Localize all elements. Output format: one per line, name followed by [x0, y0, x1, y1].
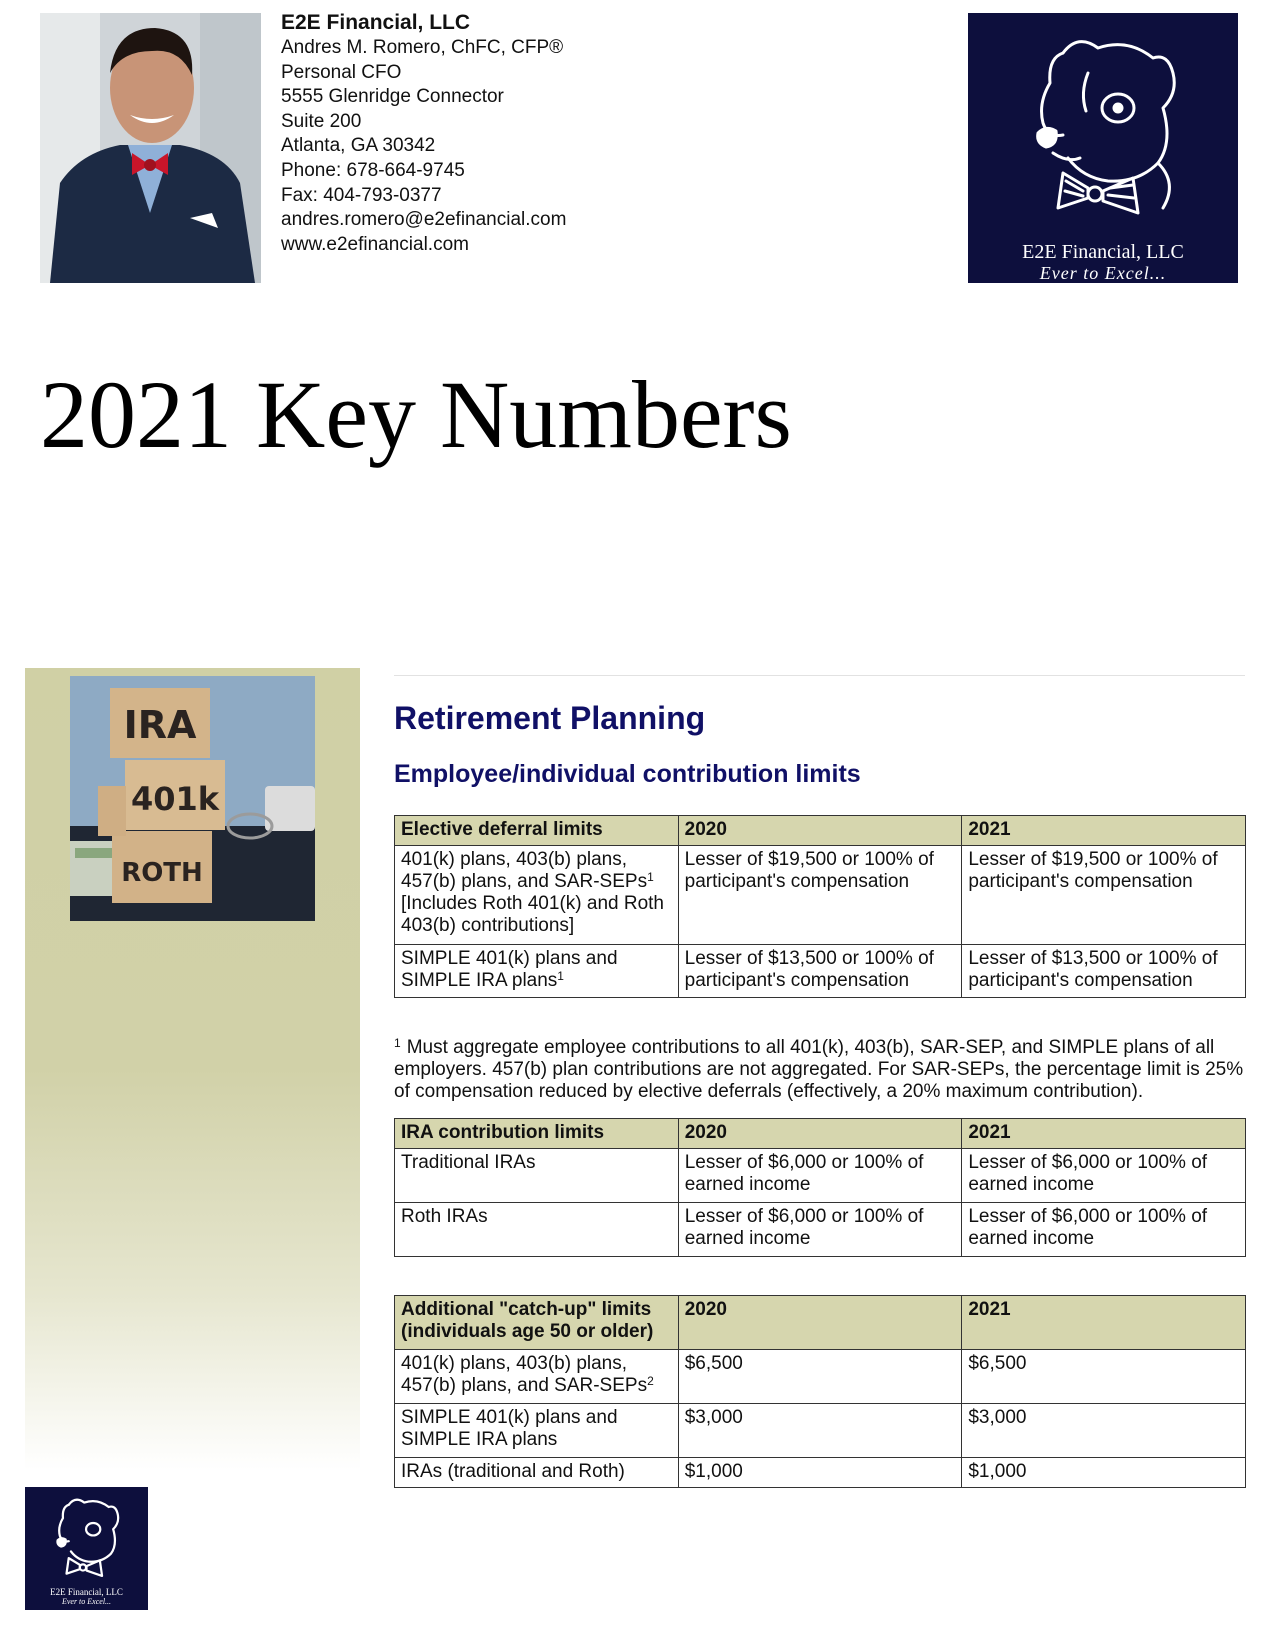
footnote-marker: 1 [647, 870, 654, 884]
logo-small-name: E2E Financial, LLC [50, 1587, 123, 1597]
dog-mascot-icon [25, 1487, 148, 1587]
footnote-number: 1 [394, 1036, 401, 1050]
logo-name: E2E Financial, LLC [1022, 241, 1184, 263]
roth-block-label: ROTH [121, 858, 203, 888]
footnote-1 [394, 1032, 1246, 1103]
401k-block-label: 401k [130, 780, 220, 818]
ira-block-label: IRA [123, 703, 197, 747]
section-divider [394, 675, 1245, 676]
advisor-photo [40, 13, 261, 283]
table-header-cell: Elective deferral limits [395, 816, 679, 846]
firm-name: E2E Financial, LLC [281, 11, 471, 34]
value-2020: Lesser of $19,500 or 100% of participant's compensation [678, 846, 962, 945]
table-row [395, 1350, 1246, 1404]
table-header-cell: 2021 [962, 1119, 1246, 1149]
table-header-row [395, 816, 1246, 846]
row-label-extra: [Includes Roth 401(k) and Roth 403(b) contributions] [401, 893, 664, 936]
phone: Phone: 678-664-9745 [281, 159, 465, 181]
value-2020: $3,000 [678, 1404, 962, 1458]
value-2020: Lesser of $6,000 or 100% of earned income [678, 1149, 962, 1203]
value-2021: $6,500 [962, 1350, 1246, 1404]
row-label: SIMPLE 401(k) plans and SIMPLE IRA plans [395, 1404, 679, 1458]
ira-limits-table [394, 1118, 1246, 1257]
row-label [395, 846, 679, 945]
table-header-cell: 2020 [678, 1296, 962, 1350]
table-row [395, 1149, 1246, 1203]
company-logo-small [25, 1487, 148, 1610]
table-header-cell: IRA contribution limits [395, 1119, 679, 1149]
table-header-row [395, 1296, 1246, 1350]
contact-block [281, 10, 801, 257]
retirement-blocks-image [70, 676, 315, 921]
email-link[interactable]: andres.romero@e2efinancial.com [281, 209, 567, 231]
section-subtitle: Employee/individual contribution limits [394, 760, 861, 788]
value-2021: Lesser of $6,000 or 100% of earned income [962, 1203, 1246, 1257]
table-row [395, 1458, 1246, 1488]
table-header-cell: 2021 [962, 1296, 1246, 1350]
value-2021: Lesser of $19,500 or 100% of participant's compensation [962, 846, 1246, 945]
table-header-row [395, 1119, 1246, 1149]
website-link[interactable]: www.e2efinancial.com [281, 233, 469, 255]
value-2020: $1,000 [678, 1458, 962, 1488]
logo-small-tagline: Ever to Excel... [61, 1597, 112, 1606]
footnote-marker: 2 [647, 1374, 654, 1388]
table-row [395, 1203, 1246, 1257]
value-2021: Lesser of $13,500 or 100% of participant's compensation [962, 945, 1246, 998]
elective-deferral-table [394, 815, 1246, 998]
table-header-cell: 2020 [678, 816, 962, 846]
table-header-cell: Additional "catch-up" limits (individuals age 50 or older) [395, 1296, 679, 1350]
table-header-cell: 2020 [678, 1119, 962, 1149]
table-header-cell: 2021 [962, 816, 1246, 846]
row-label [395, 1350, 679, 1404]
table-row [395, 1404, 1246, 1458]
row-label: Roth IRAs [395, 1203, 679, 1257]
address-line-1: 5555 Glenridge Connector [281, 86, 504, 108]
company-logo [968, 13, 1238, 283]
row-label: IRAs (traditional and Roth) [395, 1458, 679, 1488]
advisor-role: Personal CFO [281, 61, 402, 83]
footnote-marker: 1 [557, 969, 564, 983]
catchup-limits-table [394, 1295, 1246, 1488]
table-row [395, 945, 1246, 998]
row-label-text: 401(k) plans, 403(b) plans, 457(b) plans, and SAR-SEPs [401, 849, 648, 892]
value-2021: $3,000 [962, 1404, 1246, 1458]
value-2020: Lesser of $13,500 or 100% of participant's compensation [678, 945, 962, 998]
address-city: Atlanta, GA 30342 [281, 135, 436, 157]
value-2021: $1,000 [962, 1458, 1246, 1488]
logo-tagline: Ever to Excel... [1039, 263, 1167, 283]
row-label [395, 945, 679, 998]
value-2020: Lesser of $6,000 or 100% of earned income [678, 1203, 962, 1257]
footnote-text: Must aggregate employee contributions to all 401(k), 403(b), SAR-SEP, and SIMPLE plans of all employers. 457(b) plan contributions are not aggregated. For SAR-SEPs, the percentage limit is 25% of compensation reduced by elective deferrals (effectively, a 20% maximum contribution). [394, 1037, 1244, 1102]
address-line-2: Suite 200 [281, 110, 362, 132]
row-label: Traditional IRAs [395, 1149, 679, 1203]
value-2020: $6,500 [678, 1350, 962, 1404]
fax: Fax: 404-793-0377 [281, 184, 442, 206]
section-title: Retirement Planning [394, 700, 706, 736]
page-title: 2021 Key Numbers [40, 361, 792, 468]
value-2021: Lesser of $6,000 or 100% of earned income [962, 1149, 1246, 1203]
row-label-text: 401(k) plans, 403(b) plans, 457(b) plans, and SAR-SEPs [401, 1353, 648, 1396]
advisor-name: Andres M. Romero, ChFC, CFP® [281, 37, 564, 58]
row-label-text: SIMPLE 401(k) plans and SIMPLE IRA plans [401, 948, 618, 991]
table-row [395, 846, 1246, 945]
dog-mascot-icon [968, 13, 1238, 238]
